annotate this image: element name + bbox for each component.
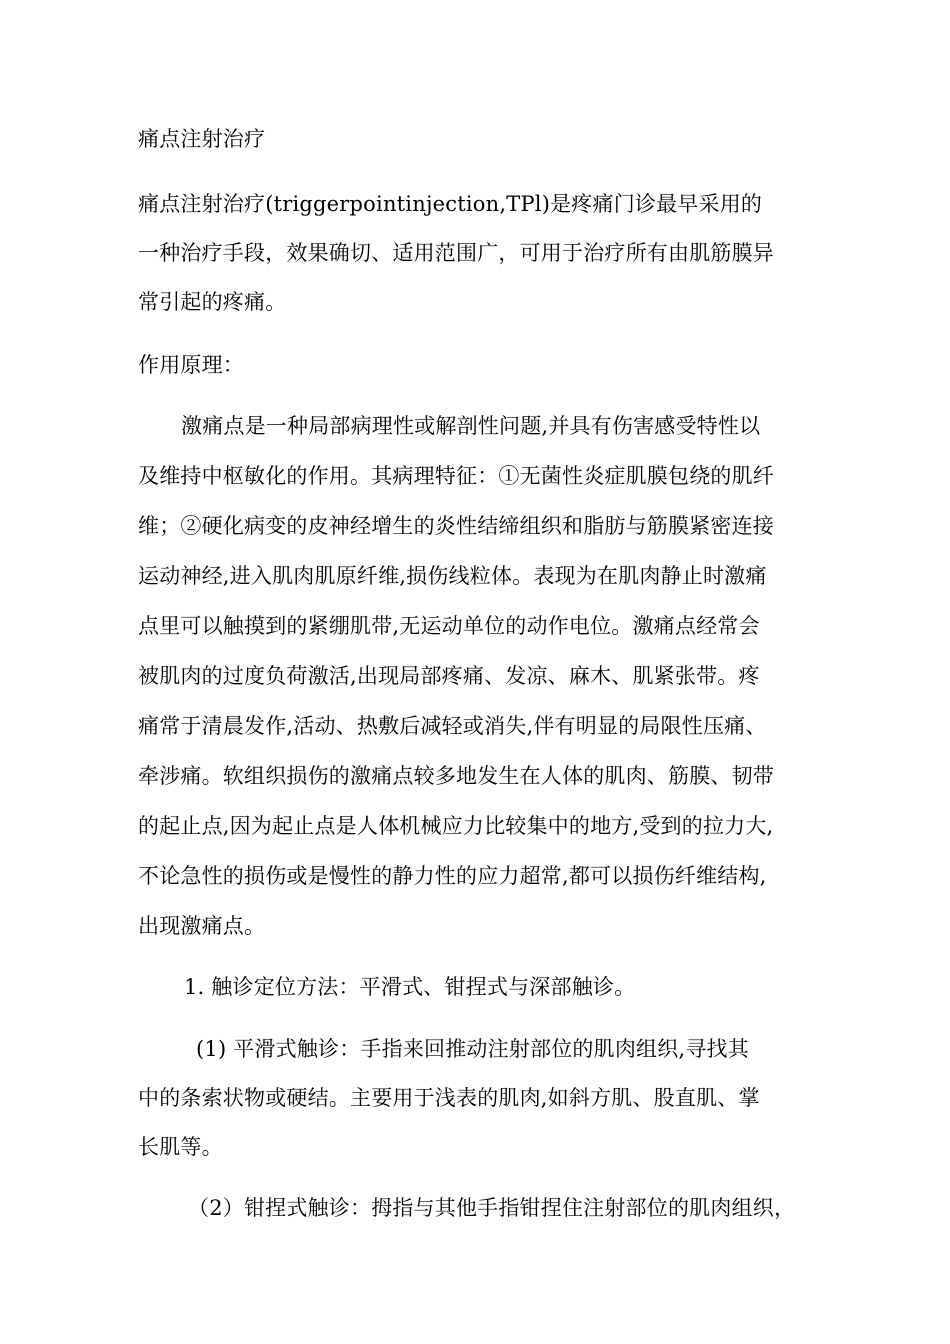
principle-line: 牵涉痛。软组织损伤的激痛点较多地发生在人体的肌肉、筋膜、韧带 (138, 764, 774, 788)
item1-line: (1) 平滑式触诊：手指来回推动注射部位的肌肉组织,寻找其 (196, 1037, 749, 1061)
item1-line: 长肌等。 (138, 1135, 223, 1159)
item2-line: （2）钳捏式触诊：拇指与其他手指钳捏住注射部位的肌肉组织， (188, 1196, 796, 1220)
principle-line: 不论急性的损伤或是慢性的静力性的应力超常,都可以损伤纤维结构, (138, 864, 767, 888)
principle-line: 维；②硬化病变的皮神经增生的炎性结缔组织和脂肪与筋膜紧密连接 (138, 514, 774, 538)
principle-line: 激痛点是一种局部病理性或解剖性问题,并具有伤害感受特性以 (181, 414, 761, 438)
method-heading: 1. 触诊定位方法：平滑式、钳捏式与深部触诊。 (184, 975, 636, 999)
item1-line: 中的条索状物或硬结。主要用于浅表的肌肉,如斜方肌、股直肌、掌 (138, 1086, 760, 1110)
principle-line: 出现激痛点。 (138, 914, 266, 938)
principle-line: 痛常于清晨发作,活动、热敷后减轻或消失,伴有明显的局限性压痛、 (138, 714, 767, 738)
intro-line: 常引起的疼痛。 (138, 290, 287, 314)
principle-line: 及维持中枢敏化的作用。其病理特征：①无菌性炎症肌膜包绕的肌纤 (138, 464, 774, 488)
intro-line: 一种治疗手段，效果确切、适用范围广，可用于治疗所有由肌筋膜异 (138, 241, 774, 265)
principle-line: 点里可以触摸到的紧绷肌带,无运动单位的动作电位。激痛点经常会 (138, 614, 760, 638)
document-title: 痛点注射治疗 (138, 127, 266, 151)
principle-line: 被肌肉的过度负荷激活,出现局部疼痛、发凉、麻木、肌紧张带。疼 (138, 664, 760, 688)
principle-line: 运动神经,进入肌肉肌原纤维,损伤线粒体。表现为在肌肉静止时激痛 (138, 564, 767, 588)
section-heading: 作用原理： (138, 353, 244, 377)
intro-line: 痛点注射治疗(triggerpointinjection,TPl)是疼痛门诊最早采用的 (138, 192, 763, 216)
principle-line: 的起止点,因为起止点是人体机械应力比较集中的地方,受到的拉力大, (138, 814, 774, 838)
